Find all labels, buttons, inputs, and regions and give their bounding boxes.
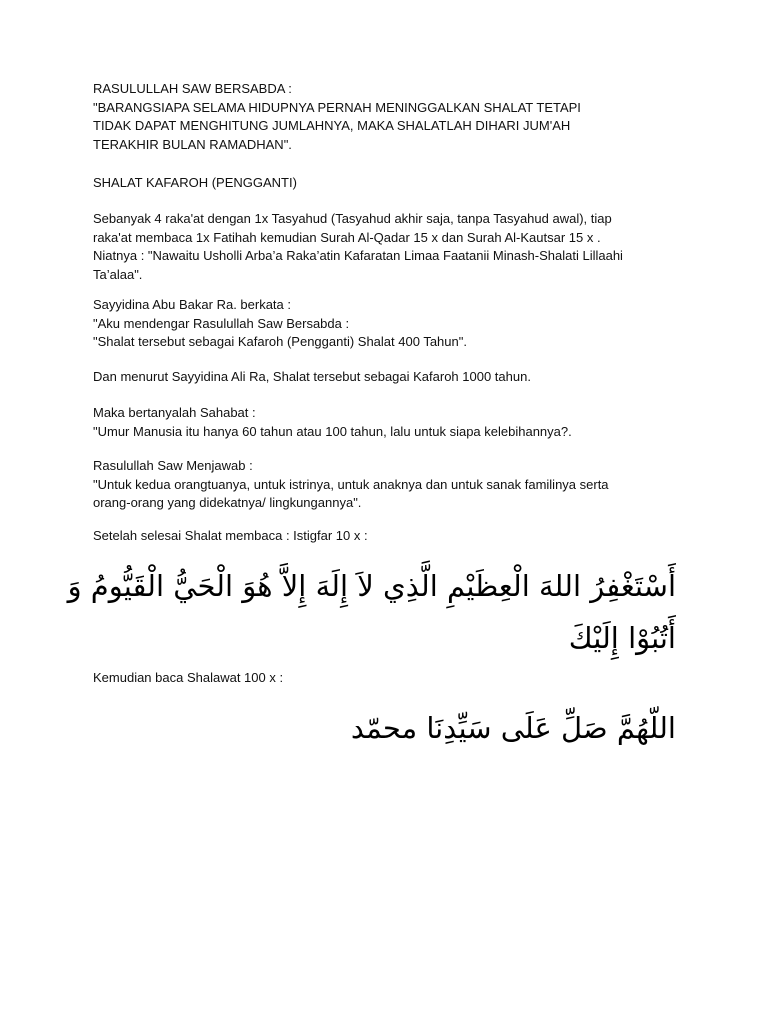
answer-paragraph: [93, 457, 693, 513]
text-line: "Shalat tersebut sebagai Kafaroh (Pengganti) Shalat 400 Tahun".: [93, 334, 467, 349]
text-line: Maka bertanyalah Sahabat :: [93, 405, 256, 420]
text-line: raka'at membaca 1x Fatihah kemudian Surah Al-Qadar 15 x dan Surah Al-Kautsar 15 x .: [93, 229, 601, 245]
text-line: Rasulullah Saw Menjawab :: [93, 458, 253, 473]
text-line: "BARANGSIAPA SELAMA HIDUPNYA PERNAH MENINGGALKAN SHALAT TETAPI: [93, 99, 581, 115]
text-line: SHALAT KAFAROH (PENGGANTI): [93, 175, 297, 190]
text-line: TIDAK DAPAT MENGHITUNG JUMLAHNYA, MAKA SHALATLAH DIHARI JUM'AH: [93, 118, 571, 133]
text-line: "Umur Manusia itu hanya 60 tahun atau 100 tahun, lalu untuk siapa kelebihannya?.: [93, 423, 572, 439]
text-line: Setelah selesai Shalat membaca : Istigfar 10 x :: [93, 528, 368, 543]
arabic-line: أَسْتَغْفِرُ اللهَ الْعِظَيْمِ الَّذِي لاَ إِلَهَ إِلاَّ هُوَ الْحَيُّ الْقَيُّومُ وَ: [67, 569, 676, 603]
text-line: TERAKHIR BULAN RAMADHAN".: [93, 136, 292, 152]
text-line: Sayyidina Abu Bakar Ra. berkata :: [93, 297, 292, 312]
arabic-line: أَتُبُوْا إِلَيْكَ: [568, 621, 676, 655]
text-line: Niatnya : "Nawaitu Usholli Arba’a Raka’atin Kafaratan Limaa Faatanii Minash-Shalati Lillaahi: [93, 248, 623, 263]
question-paragraph: [93, 404, 693, 441]
ali-paragraph: [93, 368, 693, 387]
text-line: "Aku mendengar Rasulullah Saw Bersabda :: [93, 315, 350, 331]
text-line: orang-orang yang didekatnya/ lingkungannya".: [93, 495, 362, 510]
istigfar-arabic-text: [60, 560, 676, 664]
text-line: Ta’alaa".: [93, 266, 143, 282]
shalawat-instruction: [93, 669, 693, 688]
text-line: "Untuk kedua orangtuanya, untuk istrinya, untuk anaknya dan untuk sanak familinya serta: [93, 476, 609, 492]
shalawat-arabic-text: [60, 706, 676, 750]
procedure-paragraph: [93, 210, 693, 284]
hadith-paragraph: [93, 80, 693, 154]
text-line: Dan menurut Sayyidina Ali Ra, Shalat tersebut sebagai Kafaroh 1000 tahun.: [93, 369, 531, 384]
abu-bakar-paragraph: [93, 296, 693, 352]
text-line: Kemudian baca Shalawat 100 x :: [93, 670, 284, 685]
section-heading: [93, 174, 693, 193]
istigfar-instruction: [93, 527, 693, 546]
text-line: RASULULLAH SAW BERSABDA :: [93, 81, 292, 96]
text-line: Sebanyak 4 raka'at dengan 1x Tasyahud (Tasyahud akhir saja, tanpa Tasyahud awal), tiap: [93, 211, 612, 226]
arabic-line: اللَّهُمَّ صَلِّ عَلَى سَيِّدِنَا محمّد: [350, 711, 676, 745]
